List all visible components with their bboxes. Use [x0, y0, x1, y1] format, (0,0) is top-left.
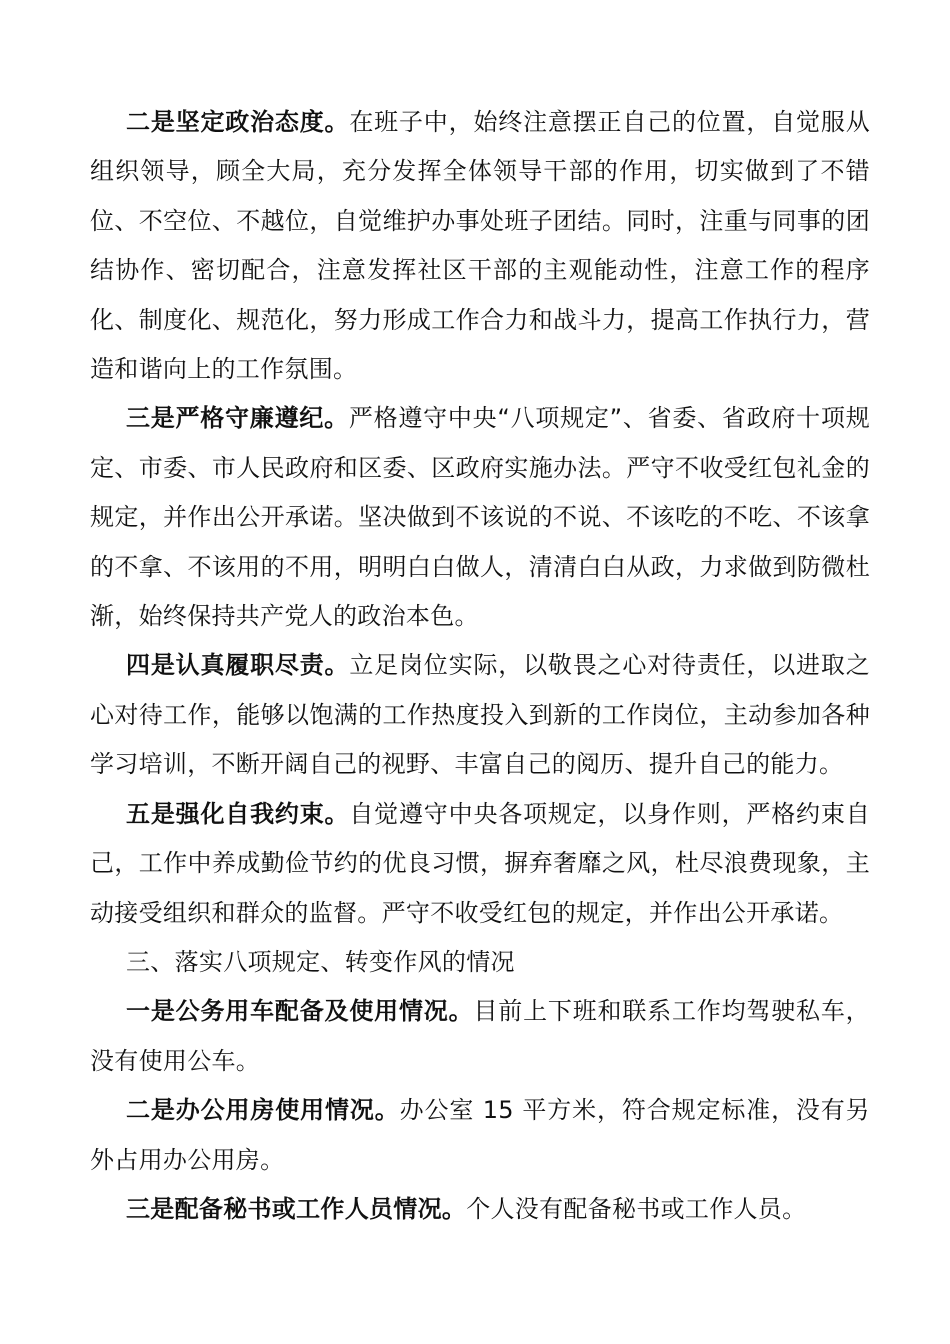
paragraph-body: 严格遵守中央“八项规定”、省委、省政府十项规定、市委、市人民政府和区委、区政府实施办法。严守不收受红包礼金的规定，并作出公开承诺。坚决做到不该说的不说、不该吃的不吃、不该拿的不拿、不该用的不用，明明白白做人，清清白白从政，力求做到防微杜渐，始终保持共产党人的政治本色。 — [90, 404, 871, 631]
section-heading: 三、落实八项规定、转变作风的情况 — [126, 947, 515, 976]
paragraph-office-space — [90, 1086, 870, 1185]
paragraph-lead: 一是公务用车配备及使用情况。 — [126, 997, 474, 1026]
paragraph-body: 目前上下班和联系工作均驾驶私车，没有使用公车。 — [90, 997, 870, 1075]
paragraph-lead: 二是坚定政治态度。 — [126, 108, 350, 136]
paragraph-lead: 三是配备秘书或工作人员情况。 — [126, 1194, 467, 1223]
paragraph-body: 办公室 15 平方米，符合规定标准，没有另外占用办公用房。 — [90, 1096, 870, 1174]
paragraph-lead: 二是办公用房使用情况。 — [126, 1096, 400, 1125]
paragraph-integrity-discipline — [90, 394, 870, 641]
paragraph-secretary-staff — [90, 1185, 870, 1234]
paragraph-duty-performance — [90, 641, 870, 789]
paragraph-body: 立足岗位实际，以敬畏之心对待责任，以进取之心对待工作，能够以饱满的工作热度投入到新的工作岗位，主动参加各种学习培训，不断开阔自己的视野、丰富自己的阅历、提升自己的能力。 — [90, 651, 870, 779]
paragraph-political-attitude — [90, 98, 870, 394]
paragraph-self-discipline — [90, 790, 870, 938]
paragraph-lead: 三是严格守廉遵纪。 — [126, 404, 349, 433]
paragraph-lead: 四是认真履职尽责。 — [126, 651, 350, 680]
paragraph-body: 自觉遵守中央各项规定，以身作则，严格约束自己，工作中养成勤俭节约的优良习惯，摒弃奢靡之风，杜尽浪费现象，主动接受组织和群众的监督。严守不收受红包的规定，并作出公开承诺。 — [90, 799, 870, 927]
paragraph-body: 个人没有配备秘书或工作人员。 — [466, 1194, 807, 1223]
paragraph-official-vehicle — [90, 987, 870, 1086]
paragraph-body: 在班子中，始终注意摆正自己的位置，自觉服从组织领导，顾全大局，充分发挥全体领导干部的作用，切实做到了不错位、不空位、不越位，自觉维护办事处班子团结。同时，注重与同事的团结协作、密切配合，注意发挥社区干部的主观能动性，注意工作的程序化、制度化、规范化，努力形成工作合力和战斗力，提高工作执行力，营造和谐向上的工作氛围。 — [90, 108, 870, 384]
paragraph-lead: 五是强化自我约束。 — [126, 799, 350, 828]
